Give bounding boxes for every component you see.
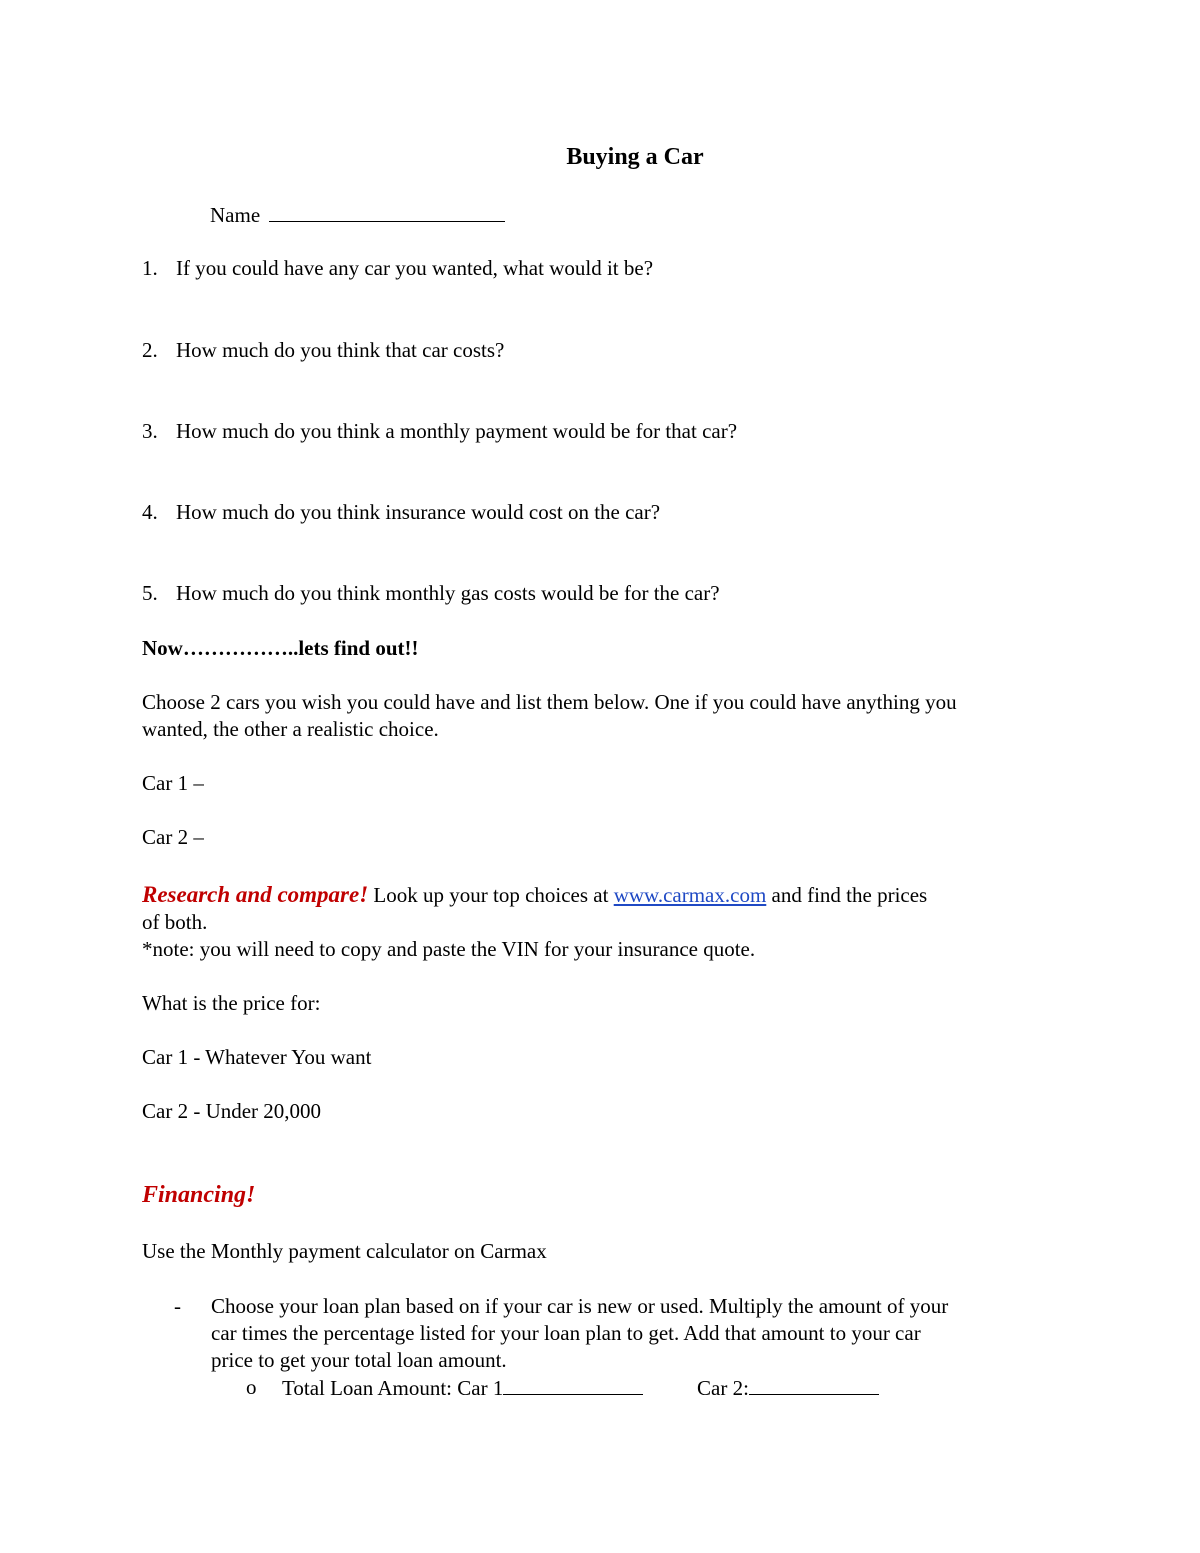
research-line: [142, 881, 927, 909]
total-loan-car2-label: Car 2:: [697, 1376, 749, 1400]
total-loan-car1-label: Total Loan Amount: Car 1: [282, 1376, 504, 1400]
research-line2: of both.: [142, 910, 208, 934]
bullet-text-line2: car times the percentage listed for your loan plan to get. Add that amount to your car: [211, 1321, 921, 1345]
question-number: 1.: [142, 256, 158, 280]
research-heading: Research and compare!: [142, 882, 369, 907]
question-number: 3.: [142, 419, 158, 443]
question-number: 5.: [142, 581, 158, 605]
question-item: [142, 418, 737, 445]
question-item: [142, 255, 653, 282]
question-item: [142, 337, 504, 364]
question-text: How much do you think insurance would cost on the car?: [176, 500, 661, 524]
total-loan-row: [282, 1374, 643, 1402]
sub-bullet-marker: o: [246, 1375, 257, 1399]
financing-heading: Financing!: [142, 1182, 256, 1208]
question-number: 2.: [142, 338, 158, 362]
bullet-text-line3: price to get your total loan amount.: [211, 1348, 507, 1372]
name-field-row: [210, 201, 505, 229]
question-item: [142, 580, 720, 607]
research-text-after: and find the prices: [766, 883, 928, 907]
bullet-text-line1: Choose your loan plan based on if your car is new or used. Multiply the amount of your: [211, 1294, 949, 1318]
price-car1: Car 1 - Whatever You want: [142, 1045, 372, 1069]
car1-list-label: Car 1 –: [142, 771, 204, 795]
question-text: How much do you think monthly gas costs would be for the car?: [176, 581, 720, 605]
total-loan-car2-row: [697, 1374, 879, 1402]
bullet-dash: -: [174, 1294, 181, 1318]
carmax-link[interactable]: www.carmax.com: [613, 883, 767, 907]
choose-instructions-line1: Choose 2 cars you wish you could have and list them below. One if you could have anything you: [142, 690, 957, 714]
vin-note: *note: you will need to copy and paste the VIN for your insurance quote.: [142, 937, 756, 961]
total-loan-car1-blank[interactable]: [503, 1374, 643, 1395]
now-heading: Now……………..lets find out!!: [142, 636, 419, 660]
page-title: Buying a Car: [566, 144, 704, 170]
name-blank-line[interactable]: [269, 201, 505, 222]
price-question: What is the price for:: [142, 991, 321, 1015]
choose-instructions-line2: wanted, the other a realistic choice.: [142, 717, 439, 741]
question-text: If you could have any car you wanted, what would it be?: [176, 256, 654, 280]
total-loan-car2-blank[interactable]: [749, 1374, 879, 1395]
price-car2: Car 2 - Under 20,000: [142, 1099, 322, 1123]
car2-list-label: Car 2 –: [142, 825, 204, 849]
calculator-instruction: Use the Monthly payment calculator on Carmax: [142, 1239, 547, 1263]
name-label: Name: [210, 203, 261, 227]
question-number: 4.: [142, 500, 158, 524]
question-text: How much do you think that car costs?: [176, 338, 505, 362]
research-text-before: Look up your top choices at: [368, 883, 614, 907]
question-item: [142, 499, 660, 526]
question-text: How much do you think a monthly payment would be for that car?: [176, 419, 738, 443]
